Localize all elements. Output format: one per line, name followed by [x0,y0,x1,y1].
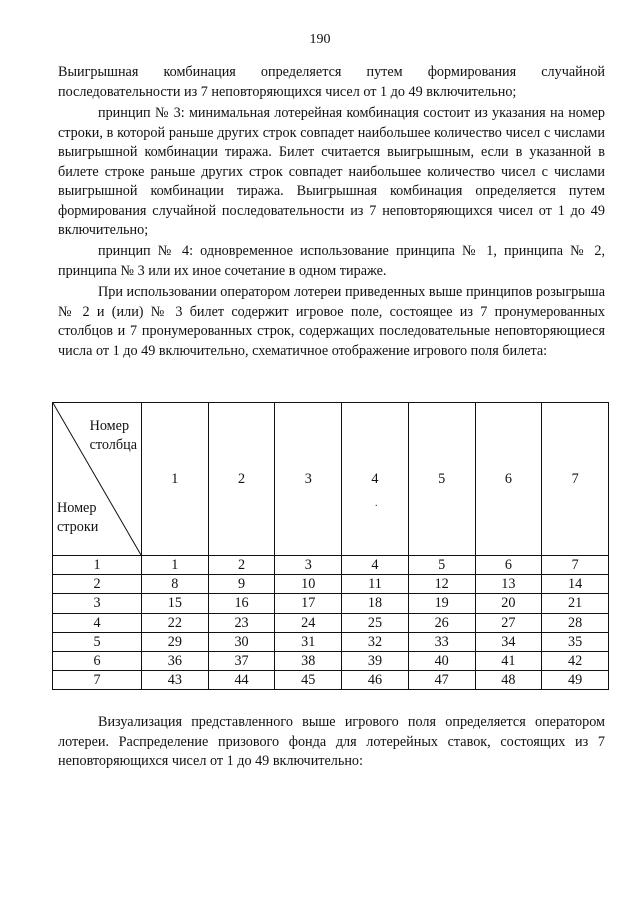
row-number: 5 [53,632,142,651]
row-number: 1 [53,556,142,575]
column-number: 5 [408,403,475,556]
row-number: 7 [53,671,142,690]
table-cell: 10 [275,575,342,594]
row-header-line: строки [57,519,99,535]
column-header-line: столбца [89,437,137,453]
table-cell: 43 [142,671,209,690]
row-number: 4 [53,613,142,632]
table-cell: 17 [275,594,342,613]
table-cell: 38 [275,651,342,670]
table-cell: 5 [408,556,475,575]
table-cell: 36 [142,651,209,670]
table-corner-cell [53,403,142,556]
scan-dot: . [374,498,378,509]
column-header-line: Номер [89,418,130,434]
table-cell: 27 [475,613,542,632]
column-number: 6 [475,403,542,556]
table-cell: 42 [542,651,609,670]
table-cell: 21 [542,594,609,613]
table-cell: 1 [142,556,209,575]
row-number: 2 [53,575,142,594]
column-number-text: 4 [371,471,379,487]
table-cell: 22 [142,613,209,632]
paragraph-visualization [58,713,605,772]
column-number: 1 [142,403,209,556]
table-cell: 16 [208,594,275,613]
paragraph-text: Выигрышная комбинация определяется путем формирования случайной последовательности из 7 неповторяющихся чисел от 1 до 49 включительно; [58,64,605,100]
table-row [53,556,609,575]
table-cell: 34 [475,632,542,651]
table-cell: 12 [408,575,475,594]
table-cell: 37 [208,651,275,670]
table-cell: 20 [475,594,542,613]
row-header-label [57,499,98,537]
paragraph-principle-4 [58,242,605,281]
table-cell: 13 [475,575,542,594]
column-number: 7 [542,403,609,556]
table-cell: 32 [342,632,409,651]
table-cell: 11 [342,575,409,594]
page-number: 190 [309,32,331,47]
paragraph-text: принцип № 4: одновременное использование принципа № 1, принципа № 2, принципа № 3 или их иное сочетание в одном тираже. [58,243,605,279]
row-number: 3 [53,594,142,613]
table-cell: 8 [142,575,209,594]
table-cell: 40 [408,651,475,670]
table-cell: 48 [475,671,542,690]
paragraph-principle-3 [58,104,605,241]
paragraph-text: При использовании оператором лотереи приведенных выше принципов розыгрыша № 2 и (или) № 3 билет содержит игровое поле, состоящее из 7 пронумерованных столбцов и 7 пронумерованных строк, содержащих последовательные неповторяющиеся числа от 1 до 49 включительно, схематичное отображение игрового поля билета: [58,284,605,359]
table-cell: 14 [542,575,609,594]
table-row [53,632,609,651]
table-row [53,671,609,690]
column-number: 2 [208,403,275,556]
column-number: 3 [275,403,342,556]
paragraph-winning-combination [58,63,605,102]
table-cell: 29 [142,632,209,651]
table-cell: 23 [208,613,275,632]
table-cell: 33 [408,632,475,651]
table-row [53,613,609,632]
row-header-line: Номер [57,500,97,516]
column-header-label [90,417,137,455]
game-field-table [52,402,609,690]
table-cell: 45 [275,671,342,690]
table-cell: 7 [542,556,609,575]
table-row [53,651,609,670]
table-cell: 47 [408,671,475,690]
row-number: 6 [53,651,142,670]
table-cell: 3 [275,556,342,575]
table-cell: 31 [275,632,342,651]
table-row [53,594,609,613]
paragraph-game-field [58,283,605,361]
table-cell: 30 [208,632,275,651]
table-cell: 9 [208,575,275,594]
table-cell: 15 [142,594,209,613]
table-cell: 39 [342,651,409,670]
table-cell: 41 [475,651,542,670]
table-cell: 49 [542,671,609,690]
table-cell: 44 [208,671,275,690]
table-cell: 25 [342,613,409,632]
table-cell: 24 [275,613,342,632]
table-cell: 46 [342,671,409,690]
table-cell: 28 [542,613,609,632]
table-cell: 6 [475,556,542,575]
paragraph-text: принцип № 3: минимальная лотерейная комбинация состоит из указания на номер строки, в которой раньше других строк совпадет наибольшее количество чисел с числами выигрышной комбинации тиража. Билет считается выигрышным, если в указанной в билете строке раньше других строк совпадет наибольшее количество чисел с числами выигрышной комбинации тиража. Выигрышная комбинация определяется путем формирования случайной последовательности из 7 неповторяющихся чисел от 1 до 49 включительно; [58,105,605,238]
table-cell: 4 [342,556,409,575]
table-row [53,575,609,594]
table-cell: 18 [342,594,409,613]
table-cell: 26 [408,613,475,632]
table-cell: 2 [208,556,275,575]
column-number [342,403,409,556]
paragraph-text: Визуализация представленного выше игрового поля определяется оператором лотереи. Распределение призового фонда для лотерейных ставок, состоящих из 7 неповторяющихся чисел от 1 до 49 включительно: [58,714,605,769]
table-cell: 35 [542,632,609,651]
table-header-row [53,403,609,556]
table-cell: 19 [408,594,475,613]
